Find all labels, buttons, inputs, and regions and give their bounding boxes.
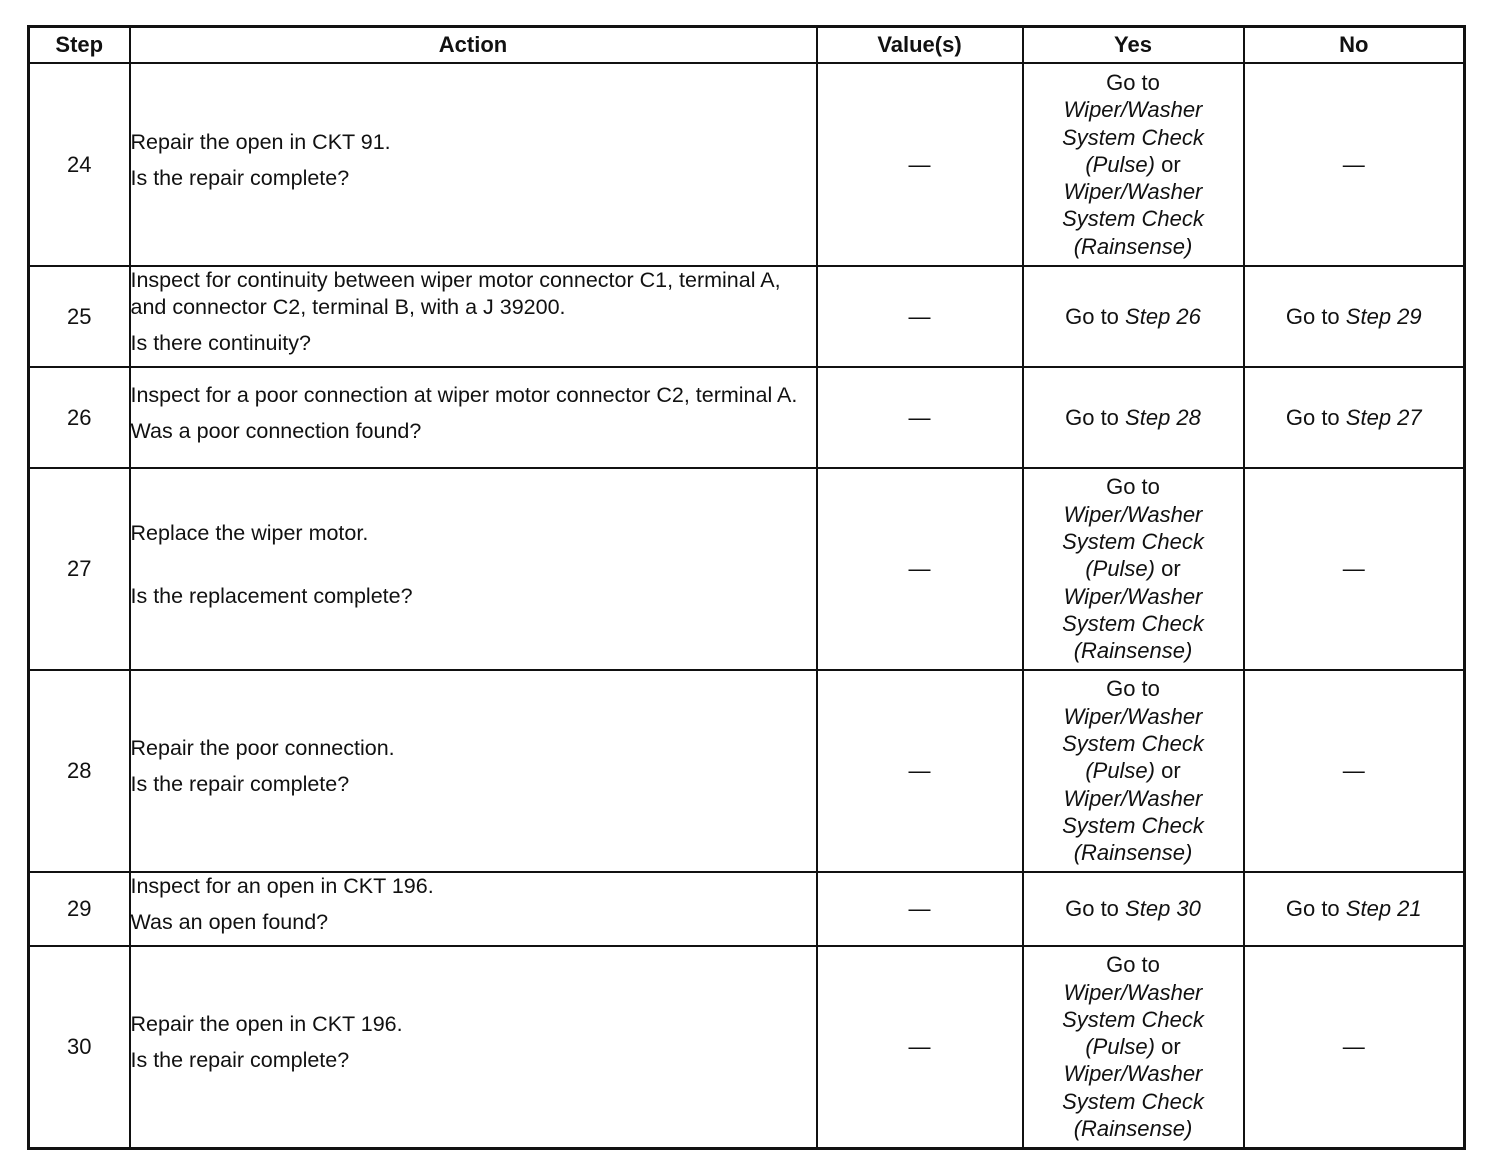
action-cell	[130, 670, 817, 872]
doc-link-system-check[interactable]: System Check	[1062, 812, 1204, 838]
doc-link-system-check[interactable]: System Check	[1062, 206, 1204, 232]
yes-cell	[1023, 367, 1244, 468]
action-question: Is the repair complete?	[130, 165, 350, 190]
or-text: or	[1161, 556, 1181, 582]
doc-link-wiper-washer[interactable]: Wiper/Washer	[1063, 501, 1203, 527]
step-number: 30	[29, 946, 130, 1148]
doc-link-pulse[interactable]: (Pulse)	[1085, 758, 1155, 784]
action-cell	[130, 367, 817, 468]
action-instruction: Repair the open in CKT 196.	[130, 1011, 403, 1036]
header-action: Action	[130, 27, 817, 64]
step-link[interactable]: Step 29	[1345, 303, 1422, 329]
doc-link-system-check[interactable]: System Check	[1062, 610, 1204, 636]
yes-cell	[1023, 872, 1244, 946]
value-cell: —	[817, 670, 1023, 872]
doc-link-wiper-washer[interactable]: Wiper/Washer	[1063, 1061, 1203, 1087]
action-question: Is there continuity?	[130, 331, 311, 355]
doc-link-system-check[interactable]: System Check	[1062, 1006, 1204, 1032]
or-text: or	[1161, 151, 1181, 177]
step-link[interactable]: Step 27	[1345, 404, 1422, 430]
go-to-text: Go to	[1106, 69, 1160, 95]
action-cell	[130, 468, 817, 670]
doc-link-wiper-washer[interactable]: Wiper/Washer	[1063, 785, 1203, 811]
doc-link-wiper-washer[interactable]: Wiper/Washer	[1063, 703, 1203, 729]
doc-link-pulse[interactable]: (Pulse)	[1085, 151, 1155, 177]
action-cell	[130, 266, 817, 367]
doc-link-wiper-washer[interactable]: Wiper/Washer	[1063, 97, 1203, 123]
value-cell: —	[817, 63, 1023, 266]
go-to-text: Go to	[1106, 676, 1160, 702]
doc-link-rainsense[interactable]: (Rainsense)	[1073, 840, 1193, 866]
yes-cell	[1023, 63, 1244, 266]
table-row	[29, 63, 1465, 266]
header-no: No	[1244, 27, 1465, 64]
action-instruction: Repair the open in CKT 91.	[130, 129, 391, 154]
no-cell: —	[1244, 670, 1465, 872]
yes-cell	[1023, 670, 1244, 872]
action-instruction: Inspect for an open in CKT 196.	[130, 874, 434, 898]
diagnostic-table	[27, 25, 1466, 1150]
action-instruction: Inspect for continuity between wiper motor connector C1, terminal A, and connector C2, terminal B, with a J 39200.	[130, 268, 781, 319]
no-cell	[1244, 367, 1465, 468]
doc-link-system-check[interactable]: System Check	[1062, 124, 1204, 150]
step-number: 26	[29, 367, 130, 468]
table-row	[29, 468, 1465, 670]
action-cell	[130, 946, 817, 1148]
header-row	[29, 27, 1465, 64]
action-instruction: Inspect for a poor connection at wiper motor connector C2, terminal A.	[130, 382, 798, 407]
header-step: Step	[29, 27, 130, 64]
go-to-text: Go to	[1065, 303, 1119, 329]
step-link[interactable]: Step 26	[1125, 303, 1201, 329]
go-to-text: Go to	[1285, 303, 1340, 329]
action-cell	[130, 872, 817, 946]
action-question: Is the repair complete?	[130, 772, 350, 796]
table-row	[29, 670, 1465, 872]
doc-link-system-check[interactable]: System Check	[1062, 1088, 1204, 1114]
value-cell: —	[817, 468, 1023, 670]
step-number: 24	[29, 63, 130, 266]
doc-link-wiper-washer[interactable]: Wiper/Washer	[1063, 179, 1203, 205]
table-row	[29, 872, 1465, 946]
step-number: 28	[29, 670, 130, 872]
step-number: 27	[29, 468, 130, 670]
go-to-text: Go to	[1065, 896, 1119, 922]
doc-link-pulse[interactable]: (Pulse)	[1085, 1034, 1155, 1060]
doc-link-wiper-washer[interactable]: Wiper/Washer	[1063, 583, 1203, 609]
doc-link-pulse[interactable]: (Pulse)	[1085, 556, 1155, 582]
action-instruction: Repair the poor connection.	[130, 736, 395, 760]
doc-link-rainsense[interactable]: (Rainsense)	[1073, 638, 1193, 664]
step-number: 25	[29, 266, 130, 367]
header-yes: Yes	[1023, 27, 1244, 64]
doc-link-rainsense[interactable]: (Rainsense)	[1073, 233, 1193, 259]
no-cell: —	[1244, 63, 1465, 266]
or-text: or	[1161, 758, 1181, 784]
value-cell: —	[817, 946, 1023, 1148]
no-cell: —	[1244, 946, 1465, 1148]
step-link[interactable]: Step 21	[1345, 896, 1422, 922]
go-to-text: Go to	[1065, 404, 1119, 430]
action-cell	[130, 63, 817, 266]
step-number: 29	[29, 872, 130, 946]
doc-link-rainsense[interactable]: (Rainsense)	[1073, 1115, 1193, 1141]
go-to-text: Go to	[1106, 952, 1160, 978]
action-question: Is the repair complete?	[130, 1047, 350, 1072]
header-values: Value(s)	[817, 27, 1023, 64]
action-instruction: Replace the wiper motor.	[130, 520, 369, 545]
no-cell	[1244, 872, 1465, 946]
table-row	[29, 946, 1465, 1148]
table-row	[29, 266, 1465, 367]
action-question: Was an open found?	[130, 910, 329, 934]
doc-link-system-check[interactable]: System Check	[1062, 529, 1204, 555]
go-to-text: Go to	[1106, 474, 1160, 500]
yes-cell	[1023, 946, 1244, 1148]
no-cell: —	[1244, 468, 1465, 670]
no-cell	[1244, 266, 1465, 367]
yes-cell	[1023, 468, 1244, 670]
value-cell: —	[817, 872, 1023, 946]
go-to-text: Go to	[1285, 404, 1340, 430]
action-question: Was a poor connection found?	[130, 418, 422, 443]
go-to-text: Go to	[1285, 896, 1340, 922]
doc-link-wiper-washer[interactable]: Wiper/Washer	[1063, 979, 1203, 1005]
doc-link-system-check[interactable]: System Check	[1062, 731, 1204, 757]
step-link[interactable]: Step 28	[1125, 404, 1201, 430]
table-row	[29, 367, 1465, 468]
action-question: Is the replacement complete?	[130, 583, 413, 608]
or-text: or	[1161, 1034, 1181, 1060]
value-cell: —	[817, 266, 1023, 367]
step-link[interactable]: Step 30	[1125, 896, 1201, 922]
yes-cell	[1023, 266, 1244, 367]
value-cell: —	[817, 367, 1023, 468]
